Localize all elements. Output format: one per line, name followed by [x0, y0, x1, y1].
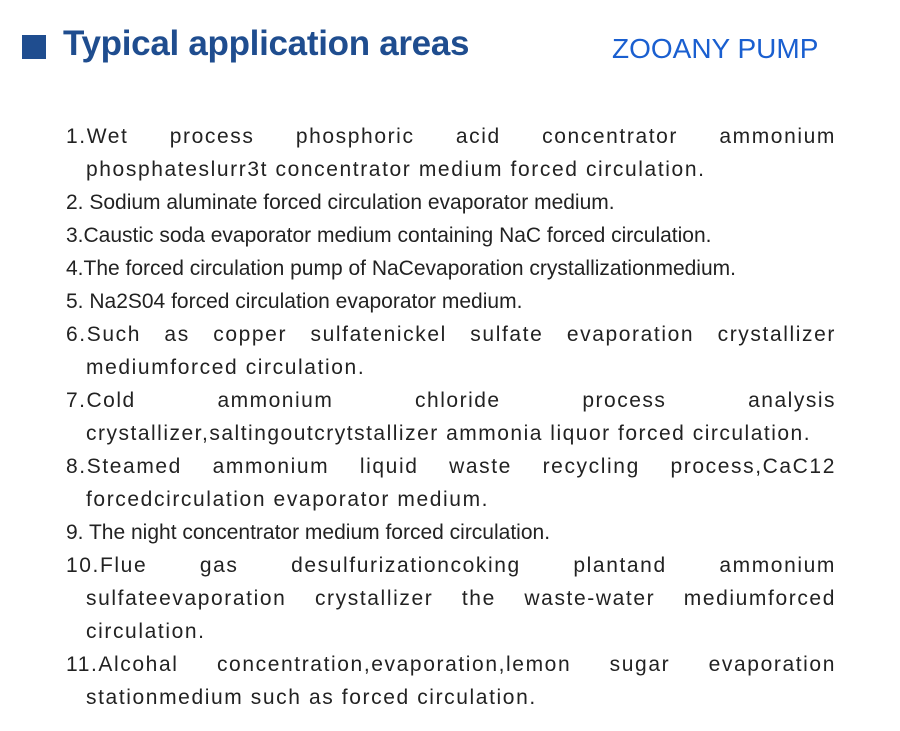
list-item: 11.Alcohal concentration,evaporation,lemon sugar evaporation stationmedium such as forced circulation. — [66, 653, 836, 709]
list-item: 1.Wet process phosphoric acid concentrator ammonium phosphateslurr3t concentrator medium forced circulation. — [66, 125, 836, 181]
list-item: 3.Caustic soda evaporator medium containing NaC forced circulation. — [66, 224, 712, 247]
page-title: Typical application areas — [63, 24, 470, 63]
list-item: 9. The night concentrator medium forced circulation. — [66, 521, 551, 544]
square-bullet-icon — [22, 35, 46, 59]
list-item: 10.Flue gas desulfurizationcoking plantand ammonium sulfateevaporation crystallizer the waste-water mediumforced circulation. — [66, 554, 836, 643]
list-item: 4.The forced circulation pump of NaCevaporation crystallizationmedium. — [66, 257, 736, 280]
header — [0, 0, 900, 100]
application-list — [66, 120, 836, 714]
list-item: 7.Cold ammonium chloride process analysis crystallizer,saltingoutcrytstallizer ammonia liquor forced circulation. — [66, 389, 836, 445]
list-item: 2. Sodium aluminate forced circulation evaporator medium. — [66, 191, 615, 214]
brand-name: ZOOANY PUMP — [612, 33, 819, 64]
list-item: 8.Steamed ammonium liquid waste recycling process,CaC12 forcedcirculation evaporator medium. — [66, 455, 836, 511]
list-item: 6.Such as copper sulfatenickel sulfate evaporation crystallizer mediumforced circulation. — [66, 323, 836, 379]
list-item: 5. Na2S04 forced circulation evaporator medium. — [66, 290, 523, 313]
